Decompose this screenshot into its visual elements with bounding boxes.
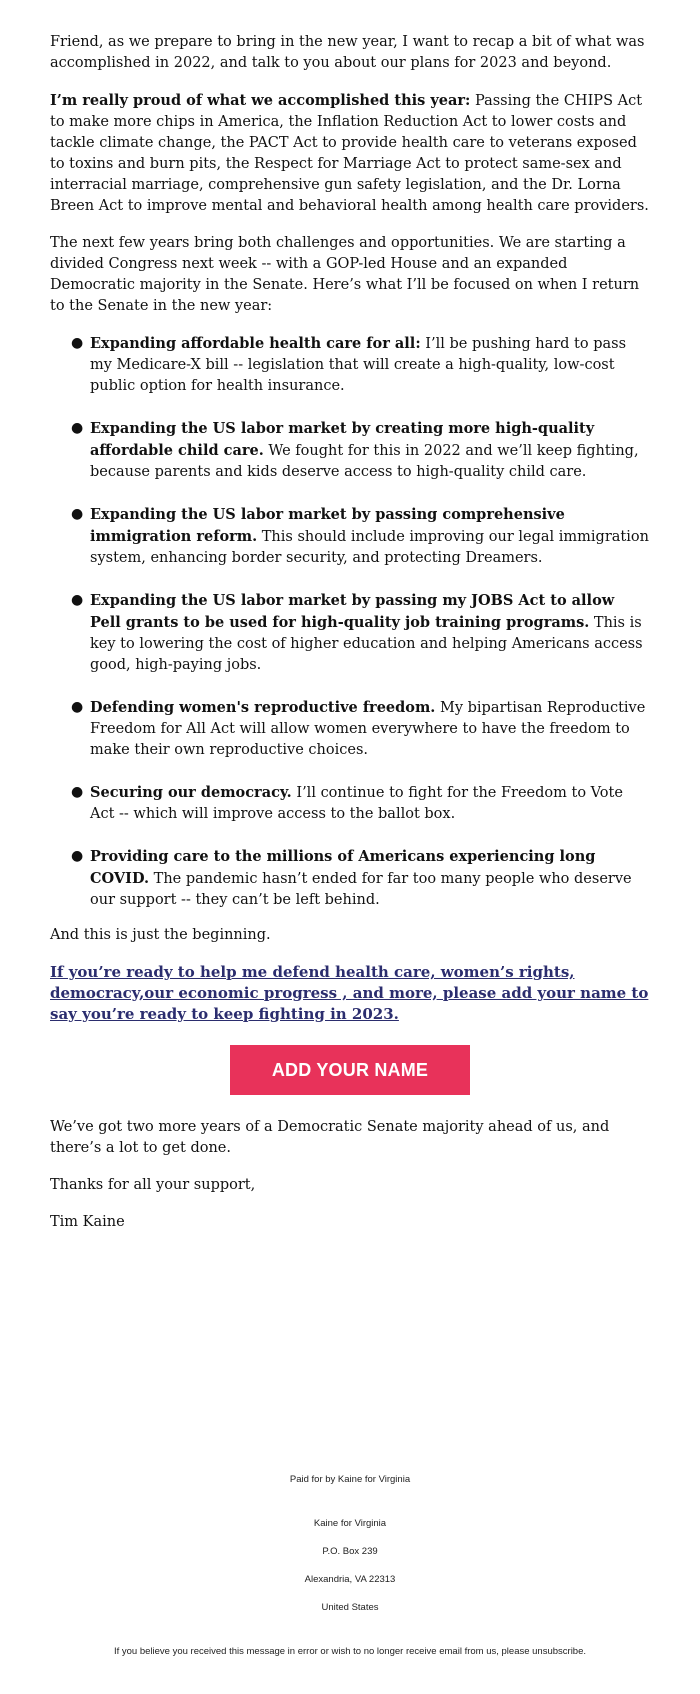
add-your-name-button[interactable]: ADD YOUR NAME [230,1045,470,1095]
list-item [71,782,650,825]
priority-title: Securing our democracy. [90,784,292,801]
accomplishments-paragraph [50,90,650,217]
bullet-icon: ● [71,784,84,800]
beginning-paragraph: And this is just the beginning. [50,927,271,943]
footer-org-name: Kaine for Virginia [313,1518,387,1529]
signature: Tim Kaine [50,1214,125,1230]
priority-text: The pandemic hasn’t ended for far too many people who deserve our support -- they can’t be left behind. [90,871,632,908]
footer-city: Alexandria, VA 22313 [304,1574,396,1585]
priority-text: I’ll continue to fight for the Freedom to Vote Act -- which will improve access to the ballot box. [90,785,623,822]
list-item [71,846,650,911]
next-years-paragraph: The next few years bring both challenges and opportunities. We are starting a divided Congress next week -- with a GOP-led House and an expanded Democratic majority in the Senate. Here’s what I’ll be focused on when I return to the Senate in the new year: [50,235,640,314]
priority-title: Expanding the US labor market by creating more high-quality affordable child care. [90,420,595,459]
list-item [71,418,650,483]
footer-po-box: P.O. Box 239 [322,1546,378,1557]
footer-country: United States [321,1602,379,1613]
thanks-paragraph: Thanks for all your support, [50,1177,256,1193]
priority-title: Expanding the US labor market by passing comprehensive immigration reform. [90,506,565,545]
priority-text: This should include improving our legal immigration system, enhancing border security, and protecting Dreamers. [90,529,649,566]
priority-title: Expanding affordable health care for all: [90,335,421,352]
accomplishments-lead: I’m really proud of what we accomplished this year: [50,92,471,109]
bullet-icon: ● [71,592,84,608]
majority-paragraph: We’ve got two more years of a Democratic Senate majority ahead of us, and there’s a lot to get done. [50,1119,610,1156]
paid-for-disclaimer: Paid for by Kaine for Virginia [289,1474,411,1485]
bullet-icon: ● [71,848,84,864]
list-item [71,590,650,676]
accomplishments-text: Passing the CHIPS Act to make more chips in America, the Inflation Reduction Act to lower costs and tackle climate change, the PACT Act to provide health care to veterans exposed to toxins and burn pits, the Respect for Marriage Act to protect same-sex and interracial marriage, comprehensive gun safety legislation, and the Dr. Lorna Breen Act to improve mental and behavioral health among health care providers. [50,93,649,214]
unsubscribe-notice[interactable]: If you believe you received this message in error or wish to no longer receive email from us, please unsubscribe. [113,1646,587,1657]
priority-text: We fought for this in 2022 and we’ll keep fighting, because parents and kids deserve access to high-quality child care. [90,443,639,480]
button-container [50,1045,650,1095]
priorities-list [50,333,650,911]
email-body [50,32,650,1249]
bullet-icon: ● [71,335,84,351]
priority-text: This is key to lowering the cost of higher education and helping Americans access good, high-paying jobs. [90,615,643,673]
priority-title: Providing care to the millions of Americans experiencing long COVID. [90,848,596,887]
bullet-icon: ● [71,420,84,436]
list-item [71,697,650,761]
priority-text: I’ll be pushing hard to pass my Medicare-X bill -- legislation that will create a high-quality, low-cost public option for health insurance. [90,336,627,394]
bullet-icon: ● [71,699,84,715]
list-item [71,333,650,397]
add-name-link[interactable]: If you’re ready to help me defend health care, women’s rights, democracy,our economic progress , and more, please add your name to say you’re ready to keep fighting in 2023. [50,963,649,1023]
priority-title: Expanding the US labor market by passing my JOBS Act to allow Pell grants to be used for high-quality job training programs. [90,592,615,631]
priority-text: My bipartisan Reproductive Freedom for All Act will allow women everywhere to have the freedom to make their own reproductive choices. [90,700,646,758]
priority-title: Defending women's reproductive freedom. [90,699,436,716]
list-item [71,504,650,569]
intro-paragraph: Friend, as we prepare to bring in the new year, I want to recap a bit of what was accomplished in 2022, and talk to you about our plans for 2023 and beyond. [50,34,645,71]
bullet-icon: ● [71,506,84,522]
